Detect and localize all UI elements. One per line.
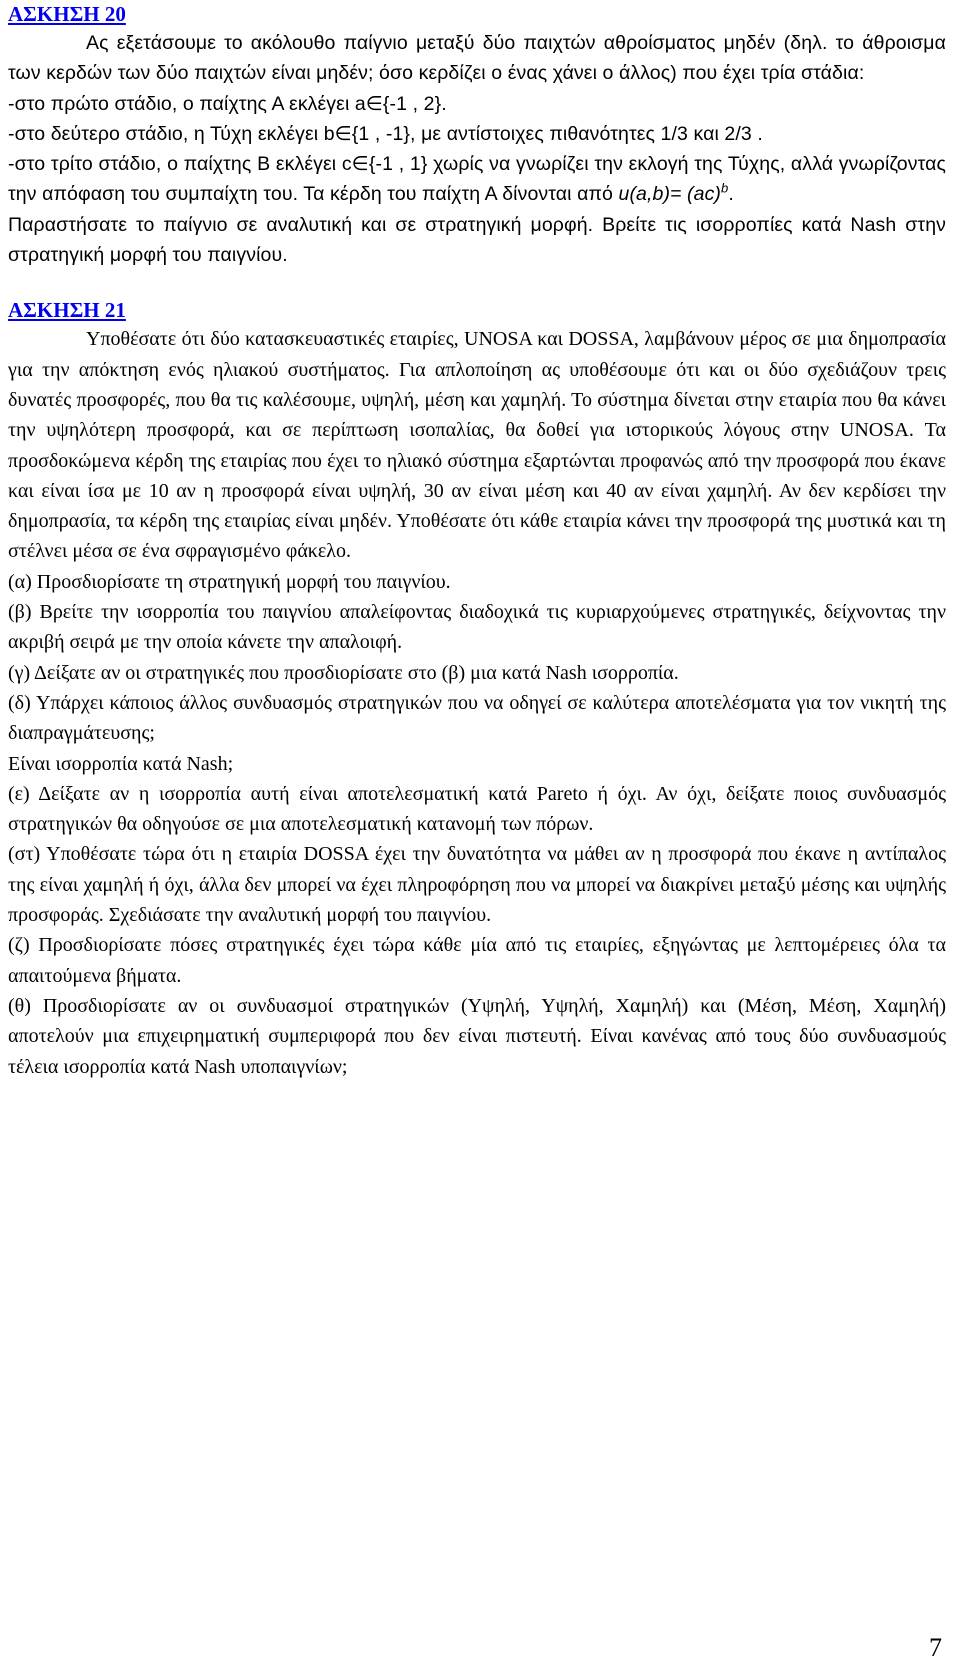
exercise-21-item-e: (ε) Δείξατε αν η ισορροπία αυτή είναι αποτελεσματική κατά Pareto ή όχι. Αν όχι, δείξατε ποιος συνδυασμός στρατηγικών θα οδηγούσε σε μια αποτελεσματική κατανομή των πόρων. [8, 782, 946, 836]
payoff-formula: u(a,b)= (ac) [618, 183, 722, 206]
exercise-21-item-th: (θ) Προσδιορίσατε αν οι συνδυασμοί στρατηγικών (Υψηλή, Υψηλή, Χαμηλή) και (Μέση, Μέση, Χαμηλή) αποτελούν μια επιχειρηματική συμπεριφορά που δεν είναι πιστευτή. Είναι κανένας από τους δύο συνδυασμούς τέλεια ισορροπία κατά Nash υποπαιγνίων; [8, 994, 946, 1078]
exercise-21-intro: Υποθέσατε ότι δύο κατασκευαστικές εταιρίες, UNOSA και DOSSA, λαμβάνουν μέρος σε μια δημοπρασία για την απόκτηση ενός ηλιακού συστήματος. Για απλοποίηση ας υποθέσουμε ότι και οι δύο σχεδιάζουν τρεις δυνατές προσφορές, που θα τις καλέσουμε, υψηλή, μέση και χαμηλή. Το σύστημα δίνεται στην εταιρία που θα κάνει την υψηλότερη προσφορά, και σε περίπτωση ισοπαλίας, θα δοθεί για ιστορικούς λόγους στην UNOSA. Τα προσδοκώμενα κέρδη της εταιρίας που έχει το ηλιακό σύστημα εξαρτώνται προφανώς από την προσφορά που έκανε και είναι ίσα με 10 αν η προσφορά είναι υψηλή, 30 αν είναι μέση και 40 αν είναι χαμηλή. Αν δεν κερδίσει την δημοπρασία, τα κέρδη της εταιρίας είναι μηδέν. Υποθέσατε ότι κάθε εταιρία κάνει την προσφορά της μυστικά και τη στέλνει μέσα σε ένα σφραγισμένο φάκελο. [8, 328, 946, 563]
exercise-20 [8, 0, 952, 270]
exercise-20-intro: Ας εξετάσουμε το ακόλουθο παίγνιο μεταξύ δύο παιχτών αθροίσματος μηδέν (δηλ. το άθροισμα των κερδών των δύο παιχτών είναι μηδέν; όσο κερδίζει ο ένας χάνει ο άλλος) που έχει τρία στάδια: [8, 32, 946, 85]
exercise-20-stage-2: -στο δεύτερο στάδιο, η Τύχη εκλέγει b∈{1 , -1}, με αντίστοιχες πιθανότητες 1/3 και 2/3 . [8, 122, 763, 145]
stage-3-text: -στο τρίτο στάδιο, ο παίχτης Β εκλέγει c∈{-1 , 1} χωρίς να γνωρίζει την εκλογή της Τύχης, αλλά γνωρίζοντας την απόφαση του συμπαίχτη του. Τα κέρδη του παίχτη Α δίνονται από [8, 153, 946, 206]
stage-3-end: . [728, 183, 734, 206]
page-number: 7 [929, 1633, 942, 1662]
document-page [8, 0, 952, 1082]
exercise-20-question: Παραστήσατε το παίγνιο σε αναλυτική και σε στρατηγική μορφή. Βρείτε τις ισορροπίες κατά Nash στην στρατηγική μορφή του παιγνίου. [8, 213, 946, 267]
exercise-21-item-b: (β) Βρείτε την ισορροπία του παιγνίου απαλείφοντας διαδοχικά τις κυριαρχούμενες στρατηγικές, δείχνοντας την ακριβή σειρά με την οποία κάνετε την απαλοιφή. [8, 601, 946, 654]
exercise-21-item-d-followup: Είναι ισορροπία κατά Nash; [8, 752, 234, 775]
exercise-21-item-st: (στ) Υποθέσατε τώρα ότι η εταιρία DOSSA έχει την δυνατότητα να μάθει αν η προσφορά που έκανε η αντίπαλος της είναι χαμηλή ή όχι, άλλα δεν μπορεί να έχει πληροφόρηση που να μπορεί να διακρίνει μεταξύ μέσης και υψηλής προσφοράς. Σχεδιάσατε την αναλυτική μορφή του παιγνίου. [8, 843, 946, 927]
exercise-20-title: ΑΣΚΗΣΗ 20 [8, 2, 126, 26]
exercise-21-item-z: (ζ) Προσδιορίσατε πόσες στρατηγικές έχει τώρα κάθε μία από τις εταιρίες, εξηγώντας με λεπτομέρειες όλα τα απαιτούμενα βήματα. [8, 934, 946, 987]
exercise-21-item-d: (δ) Υπάρχει κάποιος άλλος συνδυασμός στρατηγικών που να οδηγεί σε καλύτερα αποτελέσματα για τον νικητή της διαπραγμάτευσης; [8, 691, 946, 745]
exercise-21-item-a: (α) Προσδιορίσατε τη στρατηγική μορφή του παιγνίου. [8, 570, 451, 593]
exercise-20-stage-1: -στο πρώτο στάδιο, ο παίχτης Α εκλέγει a∈{-1 , 2}. [8, 92, 447, 115]
exercise-21-item-c: (γ) Δείξατε αν οι στρατηγικές που προσδιορίσατε στο (β) μια κατά Nash ισορροπία. [8, 661, 679, 684]
exercise-21 [8, 296, 952, 1081]
exercise-20-stage-3 [8, 149, 952, 210]
exercise-21-title: ΑΣΚΗΣΗ 21 [8, 298, 126, 323]
payoff-exponent: b [721, 180, 729, 196]
